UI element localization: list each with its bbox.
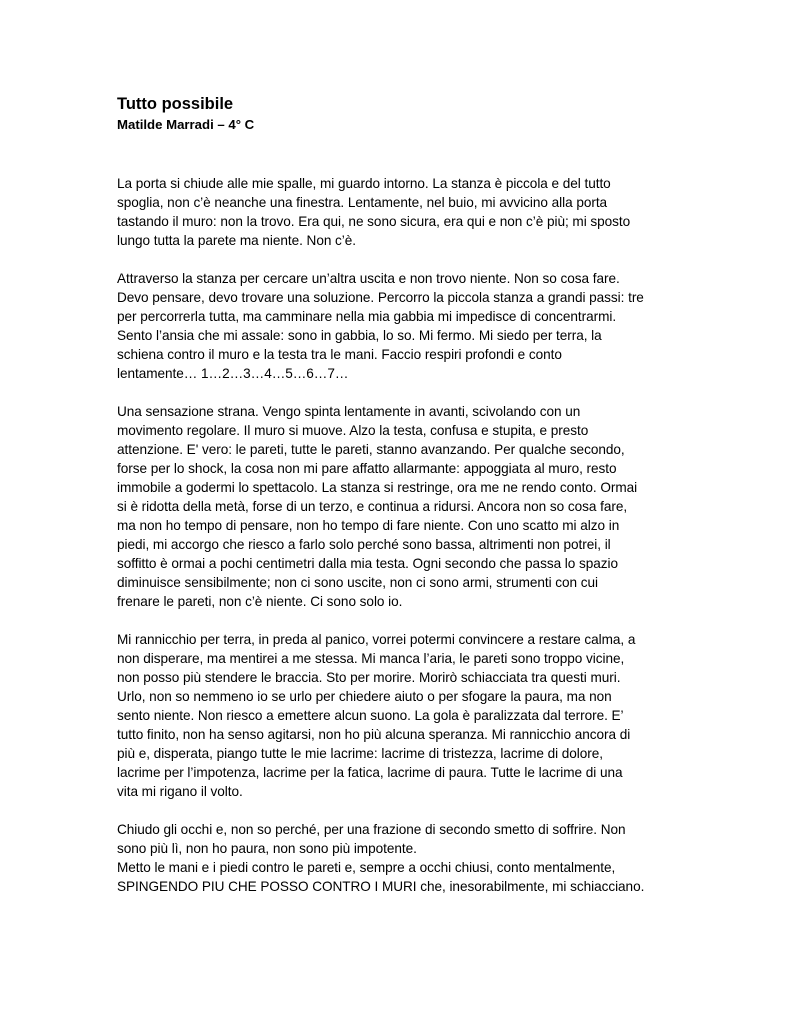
text-line: Devo pensare, devo trovare una soluzione. Percorro la piccola stanza a grandi passi: tre: [117, 290, 644, 305]
title-spacer: [117, 134, 677, 174]
text-line: Metto le mani e i piedi contro le pareti e, sempre a occhi chiusi, conto mentalmente,: [117, 860, 616, 875]
text-line: tutto finito, non ha senso agitarsi, non ho più alcuna speranza. Mi rannicchio ancora di: [117, 727, 631, 742]
paragraph-gap: [117, 611, 677, 630]
text-line: immobile a godermi lo spettacolo. La stanza si restringe, ora me ne rendo conto. Ormai: [117, 480, 638, 495]
paragraph: [117, 630, 677, 801]
text-line: schiena contro il muro e la testa tra le mani. Faccio respiri profondi e conto: [117, 347, 562, 362]
text-line: movimento regolare. Il muro si muove. Alzo la testa, confusa e stupita, e presto: [117, 423, 589, 438]
paragraph: [117, 174, 677, 250]
text-line: soffitto è ormai a pochi centimetri dalla mia testa. Ogni secondo che passa lo spazio: [117, 556, 619, 571]
text-line: lungo tutta la parete ma niente. Non c’è.: [117, 233, 357, 248]
text-line: ma non ho tempo di pensare, non ho tempo di fare niente. Con uno scatto mi alzo in: [117, 518, 620, 533]
text-line: diminuisce sensibilmente; non ci sono uscite, non ci sono armi, strumenti con cui: [117, 575, 599, 590]
text-line: per percorrerla tutta, ma camminare nella mia gabbia mi impedisce di concentrarmi.: [117, 309, 617, 324]
paragraph-gap: [117, 801, 677, 820]
text-line: attenzione. E' vero: le pareti, tutte le pareti, stanno avanzando. Per qualche secondo,: [117, 442, 625, 457]
text-line: SPINGENDO PIU CHE POSSO CONTRO I MURI che, inesorabilmente, mi schiacciano.: [117, 879, 645, 894]
text-line: forse per lo shock, la cosa non mi pare affatto allarmante: appoggiata al muro, resto: [117, 461, 617, 476]
text-line: si è ridotta della metà, forse di un terzo, e continua a ridursi. Ancora non so cosa fare,: [117, 499, 628, 514]
text-line: frenare le pareti, non c’è niente. Ci sono solo io.: [117, 594, 403, 609]
paragraph-gap: [117, 250, 677, 269]
text-line: Attraverso la stanza per cercare un’altra uscita e non trovo niente. Non so cosa fare.: [117, 271, 620, 286]
text-line: Una sensazione strana. Vengo spinta lentamente in avanti, scivolando con un: [117, 404, 581, 419]
paragraph: [117, 402, 677, 611]
text-line: più e, disperata, piango tutte le mie lacrime: lacrime di tristezza, lacrime di dolore,: [117, 746, 603, 761]
text-line: sento niente. Non riesco a emettere alcun suono. La gola è paralizzata dal terrore. E’: [117, 708, 624, 723]
paragraph: [117, 820, 677, 896]
text-line: non posso più stendere le braccia. Sto per morire. Morirò schiacciata tra questi muri.: [117, 670, 621, 685]
text-line: spoglia, non c’è neanche una finestra. Lentamente, nel buio, mi avvicino alla porta: [117, 195, 608, 210]
text-line: piedi, mi accorgo che riesco a farlo solo perché sono bassa, altrimenti non potrei, il: [117, 537, 611, 552]
text-line: non disperare, ma mentirei a me stessa. Mi manca l’aria, le pareti sono troppo vicine,: [117, 651, 625, 666]
document-title: Tutto possibile: [117, 95, 234, 113]
text-line: La porta si chiude alle mie spalle, mi guardo intorno. La stanza è piccola e del tutto: [117, 176, 611, 191]
paragraph: [117, 269, 677, 383]
text-line: lacrime per l’impotenza, lacrime per la fatica, lacrime di paura. Tutte le lacrime di una: [117, 765, 623, 780]
text-line: Mi rannicchio per terra, in preda al panico, vorrei potermi convincere a restare calma, a: [117, 632, 636, 647]
text-line: Chiudo gli occhi e, non so perché, per una frazione di secondo smetto di soffrire. Non: [117, 822, 626, 837]
text-line: sono più lì, non ho paura, non sono più impotente.: [117, 841, 417, 856]
text-line: Urlo, non so nemmeno io se urlo per chiedere aiuto o per sfogare la paura, ma non: [117, 689, 612, 704]
paragraph-gap: [117, 383, 677, 402]
author-line: Matilde Marradi – 4° C: [117, 117, 255, 132]
text-line: vita mi rigano il volto.: [117, 784, 243, 799]
text-line: lentamente… 1…2…3…4…5…6…7…: [117, 366, 349, 381]
text-line: Sento l’ansia che mi assale: sono in gabbia, lo so. Mi fermo. Mi siedo per terra, la: [117, 328, 602, 343]
text-line: tastando il muro: non la trovo. Era qui, ne sono sicura, era qui e non c’è più; mi sposto: [117, 214, 631, 229]
document-page: [117, 93, 677, 896]
document-body: [117, 174, 677, 896]
